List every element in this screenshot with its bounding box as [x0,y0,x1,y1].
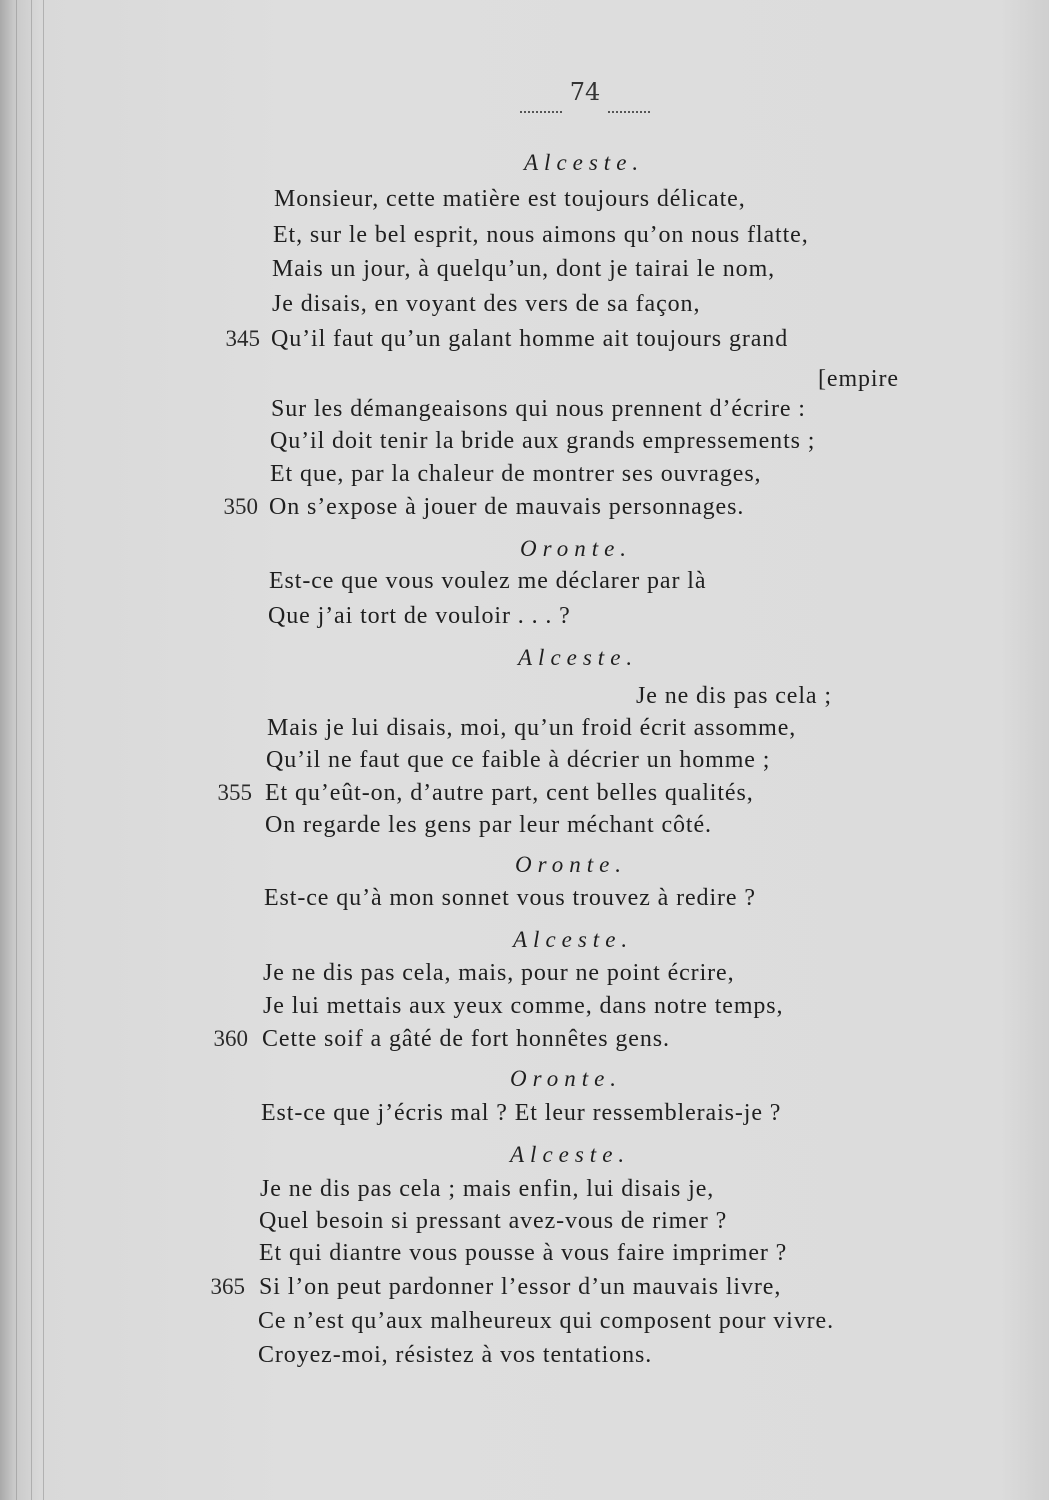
verse-line: Sur les démangeaisons qui nous prennent d’écrire : [271,396,806,422]
verse-line: Mais je lui disais, moi, qu’un froid écrit assomme, [267,715,797,741]
verse-line: Et qu’eût-on, d’autre part, cent belles qualités, [265,780,754,806]
verse-line: Qu’il faut qu’un galant homme ait toujours grand [271,326,789,352]
line-number: 350 [223,494,258,519]
speaker-name: Alceste. [510,1142,631,1167]
verse-line: Est-ce que j’écris mal ? Et leur ressemblerais-je ? [261,1100,782,1126]
verse-line: Monsieur, cette matière est toujours délicate, [274,186,746,212]
verse-line: Et, sur le bel esprit, nous aimons qu’on nous flatte, [273,222,809,248]
verse-line: Est-ce que vous voulez me déclarer par là [269,568,707,594]
line-number: 365 [210,1274,245,1299]
verse-line-continuation: [empire [818,366,899,392]
verse-line: Je ne dis pas cela ; mais enfin, lui disais je, [260,1176,715,1202]
verse-line: Je ne dis pas cela ; [636,683,832,709]
verse-line: On regarde les gens par leur méchant côté. [265,812,712,838]
speaker-name: Alceste. [524,150,645,175]
line-number: 355 [217,780,252,805]
verse-line: Si l’on peut pardonner l’essor d’un mauvais livre, [259,1274,782,1300]
speaker-name: Oronte. [515,852,628,877]
verse-line: Cette soif a gâté de fort honnêtes gens. [262,1026,670,1052]
speaker-name: Alceste. [513,927,634,952]
dotted-rule-left [520,111,562,113]
verse-line: Qu’il ne faut que ce faible à décrier un homme ; [266,747,771,773]
speaker-name: Oronte. [510,1066,623,1091]
page-edge-line [31,0,32,1500]
verse-line: Je lui mettais aux yeux comme, dans notre temps, [263,993,784,1019]
verse-line: Que j’ai tort de vouloir . . . ? [268,603,571,629]
verse-line: Quel besoin si pressant avez-vous de rimer ? [259,1208,728,1234]
verse-line: Je disais, en voyant des vers de sa façon, [272,291,701,317]
page-edge-line [16,0,17,1500]
verse-line: On s’expose à jouer de mauvais personnages. [269,494,745,520]
verse-line: Et que, par la chaleur de montrer ses ouvrages, [270,461,762,487]
verse-line: Ce n’est qu’aux malheureux qui composent pour vivre. [258,1308,834,1334]
page-number: 74 [569,78,601,106]
verse-line: Je ne dis pas cela, mais, pour ne point écrire, [263,960,735,986]
line-number: 360 [213,1026,248,1051]
speaker-name: Alceste. [518,645,639,670]
verse-line: Et qui diantre vous pousse à vous faire imprimer ? [259,1240,788,1266]
verse-line: Qu’il doit tenir la bride aux grands empressements ; [270,428,816,454]
speaker-name: Oronte. [520,536,633,561]
verse-line: Mais un jour, à quelqu’un, dont je tairai le nom, [272,256,776,282]
page-edge-line [43,0,44,1500]
line-number: 345 [225,326,260,351]
verse-line: Est-ce qu’à mon sonnet vous trouvez à redire ? [264,885,756,911]
dotted-rule-right [608,111,650,113]
verse-line: Croyez-moi, résistez à vos tentations. [258,1342,653,1368]
